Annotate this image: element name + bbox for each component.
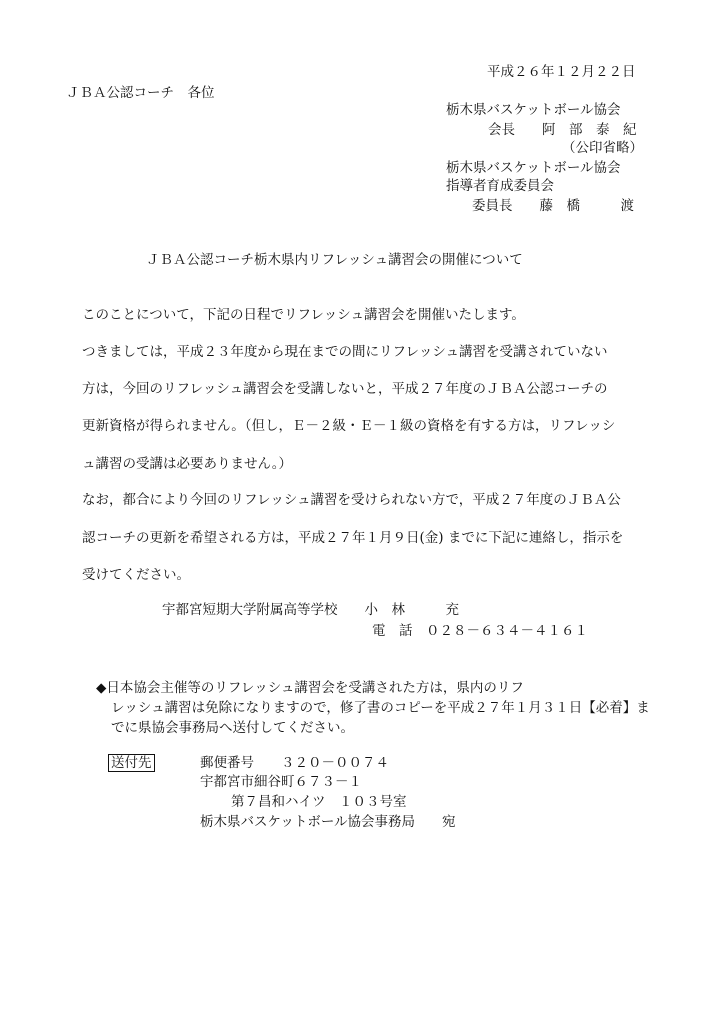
sender-name-1: 会長 阿 部 泰 紀 [488,122,637,138]
sender-org-2: 栃木県バスケットボール協会 [446,160,621,176]
body-line: このことについて，下記の日程でリフレッシュ講習会を開催いたします。 [82,307,525,323]
notice-line: ◆日本協会主催等のリフレッシュ講習会を受講された方は，県内のリフ [96,680,524,696]
contact-phone: 電 話 ０２８－６３４－４１６１ [372,623,588,639]
send-to-label [108,754,155,772]
notice-line: でに県協会事務局へ送付してください。 [111,720,354,736]
send-to-recipient: 栃木県バスケットボール協会事務局 宛 [200,814,456,830]
body-line: 更新資格が得られません。（但し，Ｅ－２級・Ｅ－１級の資格を有する方は，リフレッシ [82,418,616,434]
send-to-address-2: 第７昌和ハイツ １０３号室 [231,794,407,810]
sender-dept-2: 指導者育成委員会 [446,178,554,194]
sender-name-2: 委員長 藤 橋 渡 [472,198,634,214]
send-to-postal: 郵便番号 ３２０－００７４ [200,755,389,771]
send-to-label-box: 送付先 [108,754,155,772]
document-title: ＪＢＡ公認コーチ栃木県内リフレッシュ講習会の開催について [146,252,523,268]
body-line: 受けてください。 [82,567,190,583]
document-date: 平成２６年１２月２２日 [487,64,636,80]
sender-org-1: 栃木県バスケットボール協会 [446,102,621,118]
send-to-address-1: 宇都宮市細谷町６７３－１ [200,774,362,790]
recipient-line: ＪＢＡ公認コーチ 各位 [66,85,215,101]
body-line: つきましては，平成２３年度から現在までの間にリフレッシュ講習を受講されていない [82,344,608,360]
body-line: 認コーチの更新を希望される方は，平成２７年１月９日(金) までに下記に連絡し，指示を [82,530,624,546]
contact-school: 宇都宮短期大学附属高等学校 小 林 充 [162,602,459,618]
body-line: 方は，今回のリフレッシュ講習会を受講しないと，平成２７年度のＪＢＡ公認コーチの [82,381,608,397]
body-line: なお，都合により今回のリフレッシュ講習を受けられない方で，平成２７年度のＪＢＡ公 [82,492,621,508]
seal-omitted-note: （公印省略） [562,140,643,156]
body-line: ュ講習の受講は必要ありません。） [82,456,293,472]
notice-line: レッシュ講習は免除になりますので，修了書のコピーを平成２７年１月３１日【必着】ま [111,700,650,716]
